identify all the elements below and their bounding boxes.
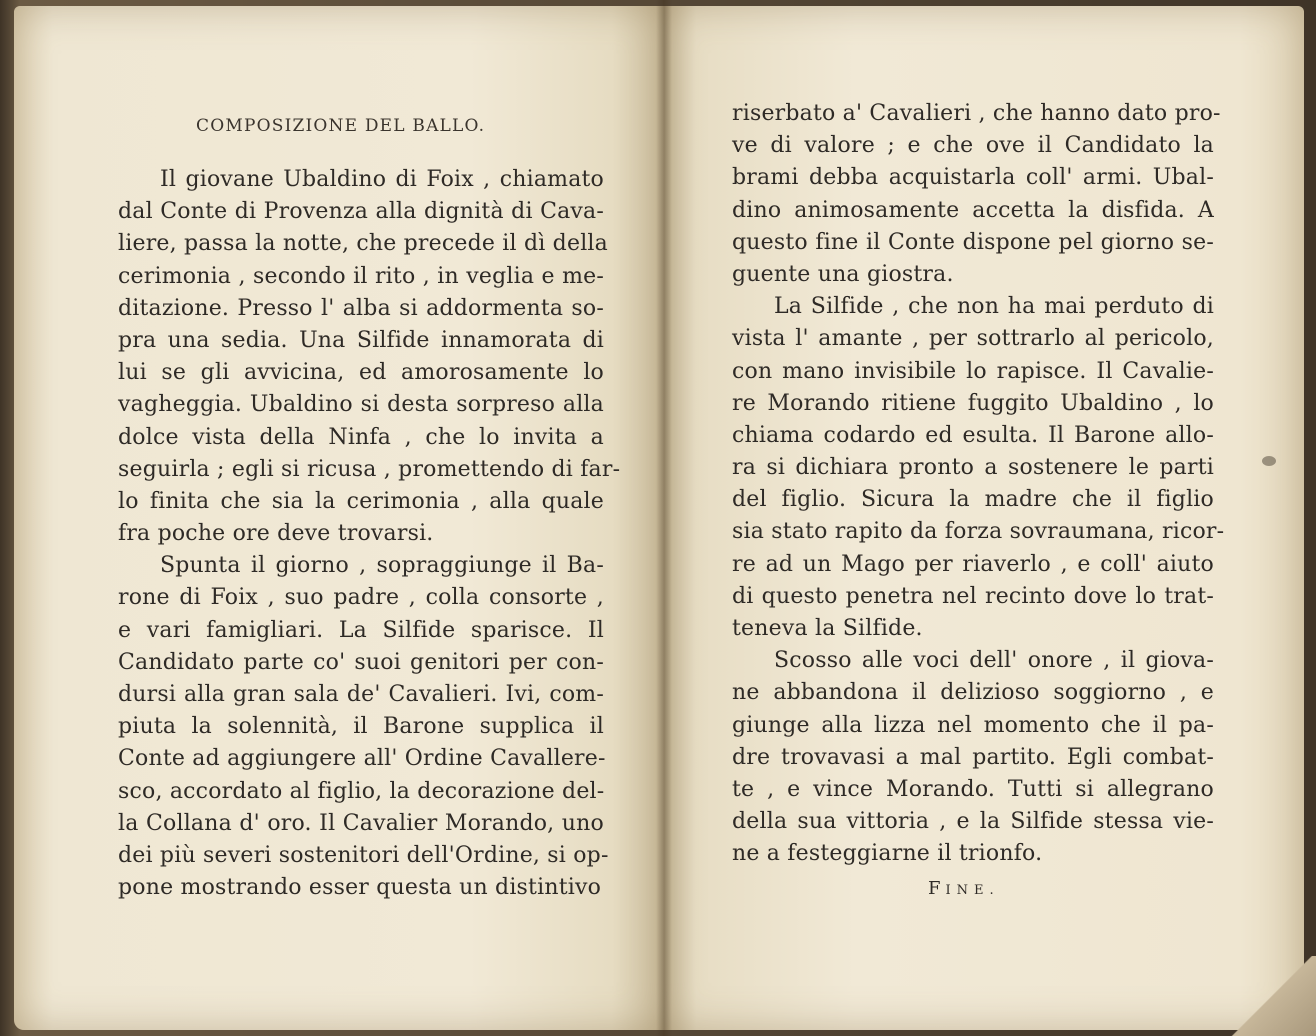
text-line: piuta la solennità, il Barone supplica il	[118, 714, 604, 740]
left-page-text	[118, 164, 621, 904]
text-line: brami debba acquistarla coll' armi. Ubal-	[732, 165, 1214, 191]
text-line: sco, accordato al figlio, la decorazione del-	[118, 778, 605, 804]
text-line: fra poche ore deve trovarsi.	[118, 521, 434, 547]
text-line: del figlio. Sicura la madre che il figlio	[732, 487, 1214, 513]
text-line: teneva la Silfide.	[732, 616, 923, 641]
book-gutter	[656, 0, 672, 1036]
text-line: dei più severi sostenitori dell'Ordine, si op-	[118, 842, 609, 868]
text-line: lui se gli avvicina, ed amorosamente lo	[118, 360, 604, 386]
text-line: Scosso alle voci dell' onore , il giova-	[774, 648, 1214, 674]
page-heading: COMPOSIZIONE DEL BALLO.	[196, 116, 486, 136]
text-line: sia stato rapito da forza sovraumana, ricor-	[732, 519, 1225, 545]
text-line: re Morando ritiene fuggito Ubaldino , lo	[732, 390, 1214, 416]
text-line: Il giovane Ubaldino di Foix , chiamato	[160, 167, 604, 192]
text-line: ne abbandona il delizioso soggiorno , e	[732, 680, 1214, 706]
page-corner	[1226, 956, 1316, 1036]
text-line: la Collana d' oro. Il Cavalier Morando, uno	[118, 810, 604, 836]
end-mark-initial: F	[928, 878, 946, 899]
text-line: riserbato a' Cavalieri , che hanno dato pro-	[732, 101, 1221, 126]
end-mark	[928, 878, 1000, 899]
text-line: lo finita che sia la cerimonia , alla quale	[118, 488, 604, 514]
ink-blot	[1262, 456, 1276, 466]
text-line: Conte ad aggiungere all' Ordine Cavallere-	[118, 746, 606, 772]
text-line: dal Conte di Provenza alla dignità di Cava-	[118, 199, 604, 225]
text-line: dre trovavasi a mal partito. Egli combat-	[732, 744, 1214, 770]
right-page-text	[732, 98, 1225, 871]
text-line: ve di valore ; e che ove il Candidato la	[732, 133, 1214, 159]
text-line: dolce vista della Ninfa , che lo invita a	[118, 424, 604, 450]
text-line: giunge alla lizza nel momento che il pa-	[732, 712, 1214, 738]
text-line: questo fine il Conte dispone pel giorno se-	[732, 229, 1214, 255]
text-line: Spunta il giorno , sopraggiunge il Ba-	[160, 553, 604, 579]
text-line: e vari famigliari. La Silfide sparisce. Il	[118, 617, 604, 643]
text-line: re ad un Mago per riaverlo , e coll' aiuto	[732, 551, 1214, 577]
text-line: rone di Foix , suo padre , colla consorte ,	[118, 585, 604, 611]
text-line: Candidato parte co' suoi genitori per con-	[118, 649, 604, 675]
text-line: pone mostrando esser questa un distintivo	[118, 875, 602, 901]
text-line: La Silfide , che non ha mai perduto di	[774, 294, 1214, 320]
text-line: liere, passa la notte, che precede il dì della	[118, 231, 608, 257]
text-line: dursi alla gran sala de' Cavalieri. Ivi, com-	[118, 682, 604, 707]
text-line: vista l' amante , per sottrarlo al pericolo,	[732, 326, 1214, 352]
text-line: pra una sedia. Una Silfide innamorata di	[118, 327, 604, 353]
text-line: te , e vince Morando. Tutti si allegrano	[732, 776, 1214, 802]
text-line: ra si dichiara pronto a sostenere le parti	[732, 455, 1214, 481]
text-line: di questo penetra nel recinto dove lo trat-	[732, 583, 1214, 609]
text-line: chiama codardo ed esulta. Il Barone allo-	[732, 422, 1214, 448]
text-line: della sua vittoria , e la Silfide stessa vie-	[732, 809, 1214, 835]
text-line: dino animosamente accetta la disfida. A	[732, 197, 1214, 223]
text-line: cerimonia , secondo il rito , in veglia e me-	[118, 263, 604, 289]
text-line: ne a festeggiarne il trionfo.	[732, 841, 1043, 867]
text-line: vagheggia. Ubaldino si desta sorpreso alla	[118, 392, 604, 418]
text-line: con mano invisibile lo rapisce. Il Cavalie-	[732, 358, 1214, 384]
end-mark-rest: INE.	[945, 883, 1000, 898]
text-line: ditazione. Presso l' alba si addormenta so-	[118, 295, 604, 321]
text-line: seguirla ; egli si ricusa , promettendo di far-	[118, 456, 621, 482]
text-line: guente una giostra.	[732, 261, 954, 287]
